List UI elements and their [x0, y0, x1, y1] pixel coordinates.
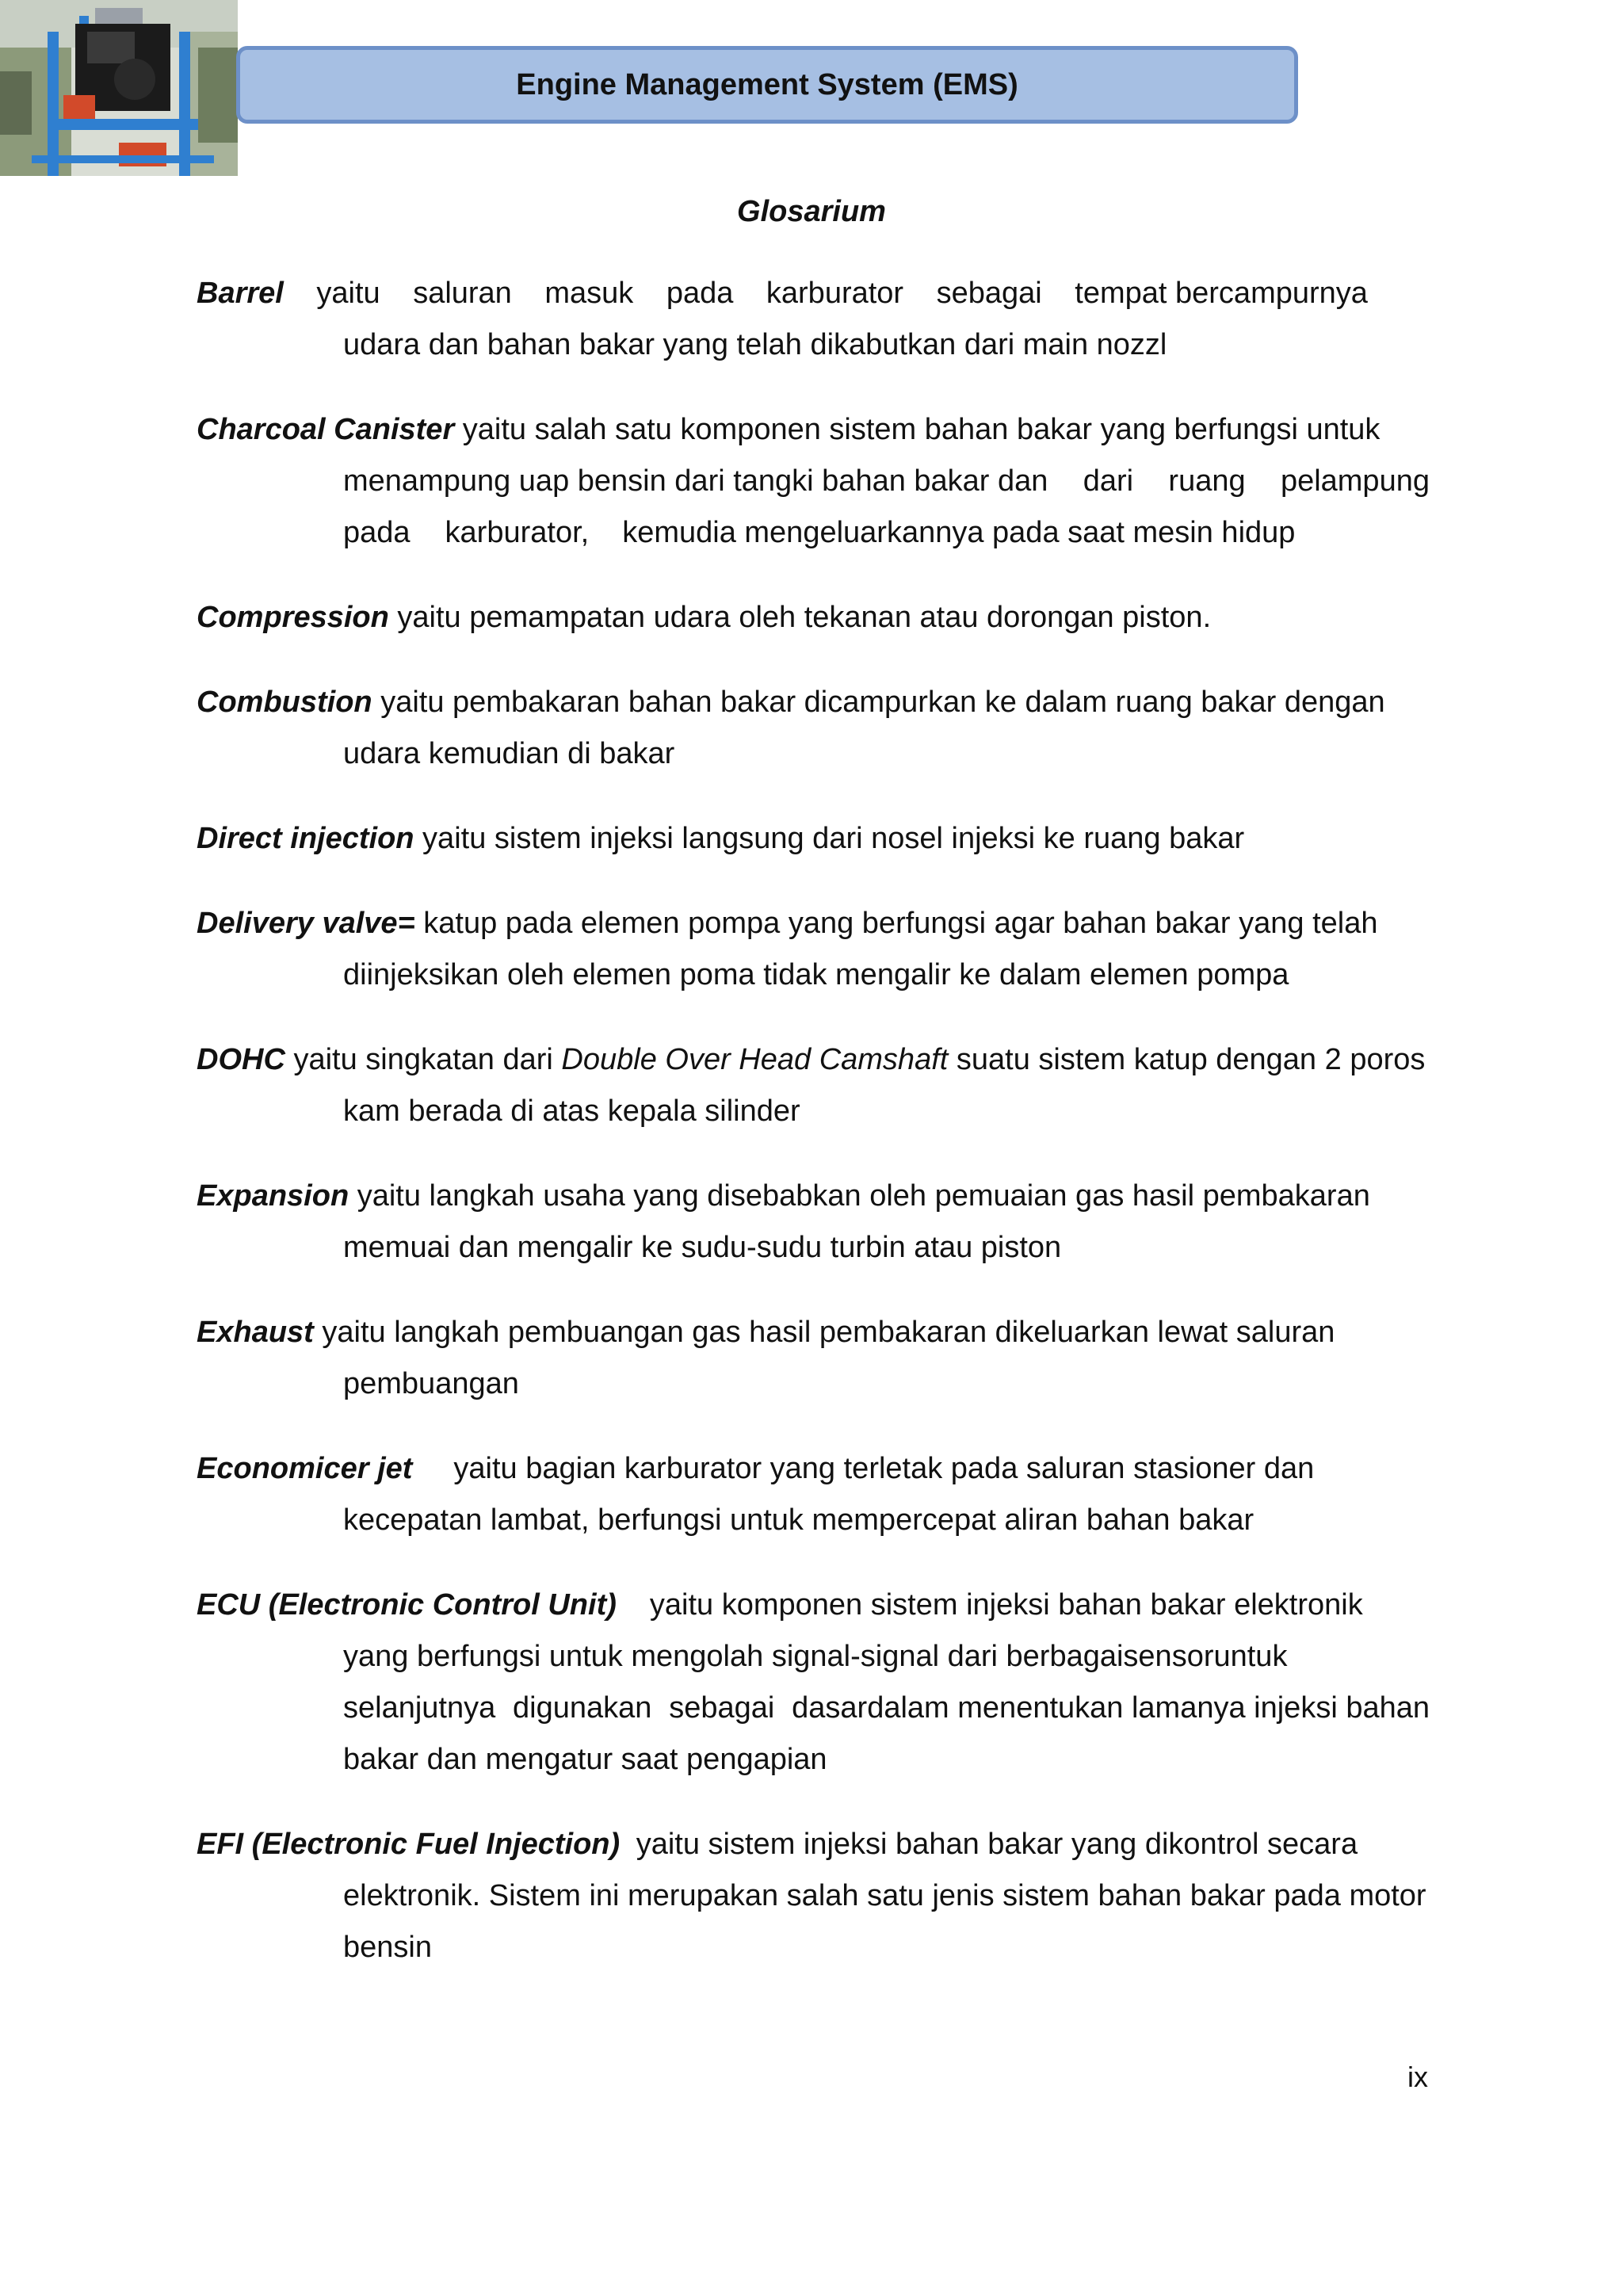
- entry-definition: yaitu bagian karburator yang terletak pada saluran stasioner dan: [453, 1452, 1315, 1485]
- entry-word: karburator,: [445, 516, 590, 549]
- entry-word: dasardalam menentukan lamanya injeksi bahan: [792, 1691, 1430, 1725]
- glossary-entry-barrel: [197, 268, 1430, 371]
- entry-line: udara kemudian di bakar: [343, 737, 675, 770]
- entry-word: tempat bercampurnya: [1075, 277, 1368, 310]
- entry-definition: yaitu sistem injeksi langsung dari nosel injeksi ke ruang bakar: [414, 822, 1245, 855]
- entry-line: pembuangan: [343, 1367, 519, 1400]
- glossary-entry-compression: [197, 592, 1430, 644]
- glossary-list: [197, 268, 1430, 2007]
- entry-word: menampung uap bensin dari tangki bahan bakar dan: [343, 464, 1048, 498]
- glossary-entry-exhaust: [197, 1307, 1430, 1410]
- entry-line: [197, 1683, 1430, 1734]
- entry-line: memuai dan mengalir ke sudu-sudu turbin atau piston: [343, 1231, 1062, 1264]
- entry-definition: suatu sistem katup dengan 2 poros: [948, 1043, 1426, 1076]
- engine-trainer-photo: [0, 0, 238, 176]
- entry-definition: yaitu singkatan dari: [285, 1043, 562, 1076]
- entry-italic-phrase: Double Over Head Camshaft: [561, 1043, 949, 1076]
- entry-word: sebagai: [669, 1691, 775, 1725]
- entry-word: yang berfungsi untuk mengolah signal-signal dari berbagai: [343, 1640, 1124, 1673]
- glossary-entry-expansion: [197, 1171, 1430, 1274]
- entry-term: Barrel: [197, 277, 284, 310]
- page-number: ix: [1407, 2061, 1428, 2093]
- glossary-entry-delivery-valve: [197, 898, 1430, 1001]
- entry-term: Compression: [197, 601, 389, 634]
- entry-definition: yaitu langkah usaha yang disebabkan oleh pemuaian gas hasil pembakaran: [349, 1179, 1370, 1213]
- entry-line: [197, 813, 1430, 865]
- entry-term: Combustion: [197, 686, 372, 719]
- entry-definition: yaitu salah satu komponen sistem bahan bakar yang berfungsi untuk: [454, 413, 1381, 446]
- entry-line: [197, 1819, 1430, 1870]
- entry-line: [197, 1034, 1430, 1086]
- entry-line: kecepatan lambat, berfungsi untuk mempercepat aliran bahan bakar: [343, 1503, 1254, 1537]
- glossary-entry-economicer-jet: [197, 1443, 1430, 1546]
- entry-definition: yaitu sistem injeksi bahan bakar yang dikontrol secara: [628, 1828, 1358, 1861]
- entry-definition: yaitu langkah pembuangan gas hasil pembakaran dikeluarkan lewat saluran: [313, 1316, 1335, 1349]
- entry-term: Expansion: [197, 1179, 349, 1213]
- engine-photo-illustration: [0, 0, 238, 176]
- entry-term: Delivery valve=: [197, 907, 415, 940]
- entry-line: [197, 1171, 1430, 1222]
- glossary-entry-combustion: [197, 677, 1430, 780]
- glossary-entry-ecu: [197, 1580, 1430, 1786]
- entry-term: Charcoal Canister: [197, 413, 455, 446]
- entry-line: [197, 1580, 1430, 1631]
- entry-word: dari: [1083, 464, 1134, 498]
- entry-line: [197, 404, 1430, 456]
- glossary-title-text: Glosarium: [737, 195, 886, 228]
- entry-definition: katup pada elemen pompa yang berfungsi agar bahan bakar yang telah: [414, 907, 1378, 940]
- entry-word: ruang: [1168, 464, 1246, 498]
- entry-word: yaitu: [316, 277, 380, 310]
- entry-word: saluran: [413, 277, 512, 310]
- entry-line: [197, 677, 1430, 728]
- entry-term: Exhaust: [197, 1316, 314, 1349]
- entry-word: pelampung: [1280, 464, 1430, 498]
- glossary-entry-efi: [197, 1819, 1430, 1973]
- glossary-entry-direct-injection: [197, 813, 1430, 865]
- glossary-entry-dohc: [197, 1034, 1430, 1137]
- entry-word: masuk: [544, 277, 634, 310]
- entry-word: sebagai: [936, 277, 1042, 310]
- entry-line: [197, 456, 1430, 507]
- entry-term: DOHC: [197, 1043, 285, 1076]
- entry-word: kemudia mengeluarkannya pada saat mesin hidup: [622, 516, 1296, 549]
- entry-line: udara dan bahan bakar yang telah dikabutkan dari main nozzl: [343, 328, 1167, 361]
- entry-line: [197, 1307, 1430, 1358]
- entry-definition: yaitu pembakaran bahan bakar dicampurkan ke dalam ruang bakar dengan: [372, 686, 1385, 719]
- entry-line: [197, 1631, 1288, 1683]
- header-title: Engine Management System (EMS): [516, 67, 1018, 101]
- entry-line: kam berada di atas kepala silinder: [343, 1095, 800, 1128]
- entry-line: [197, 592, 1430, 644]
- entry-word: pada: [343, 516, 411, 549]
- glossary-title: [0, 195, 1623, 229]
- entry-line: bakar dan mengatur saat pengapian: [343, 1743, 827, 1776]
- entry-line: elektronik. Sistem ini merupakan salah satu jenis sistem bahan bakar pada motor: [343, 1879, 1426, 1912]
- entry-line: [197, 268, 1368, 319]
- entry-word: pada: [666, 277, 734, 310]
- entry-word: sensor: [1123, 1640, 1214, 1673]
- entry-line: [197, 507, 1430, 559]
- document-header: [236, 46, 1298, 124]
- entry-line: [197, 898, 1430, 949]
- entry-line: [197, 1443, 1430, 1495]
- entry-definition: yaitu pemampatan udara oleh tekanan atau dorongan piston.: [388, 601, 1212, 634]
- entry-definition: yaitu komponen sistem injeksi bahan bakar elektronik: [649, 1588, 1363, 1622]
- entry-word: karburator: [766, 277, 904, 310]
- entry-word: digunakan: [513, 1691, 652, 1725]
- entry-line: bensin: [343, 1931, 432, 1964]
- entry-term: EFI (Electronic Fuel Injection): [197, 1828, 621, 1861]
- glossary-entry-charcoal-canister: [197, 404, 1430, 559]
- entry-word: untuk: [1213, 1640, 1288, 1673]
- entry-term: ECU (Electronic Control Unit): [197, 1588, 617, 1622]
- entry-term: Direct injection: [197, 822, 414, 855]
- entry-term: Economicer jet: [197, 1452, 413, 1485]
- entry-line: diinjeksikan oleh elemen poma tidak mengalir ke dalam elemen pompa: [343, 958, 1289, 991]
- entry-word: selanjutnya: [343, 1691, 496, 1725]
